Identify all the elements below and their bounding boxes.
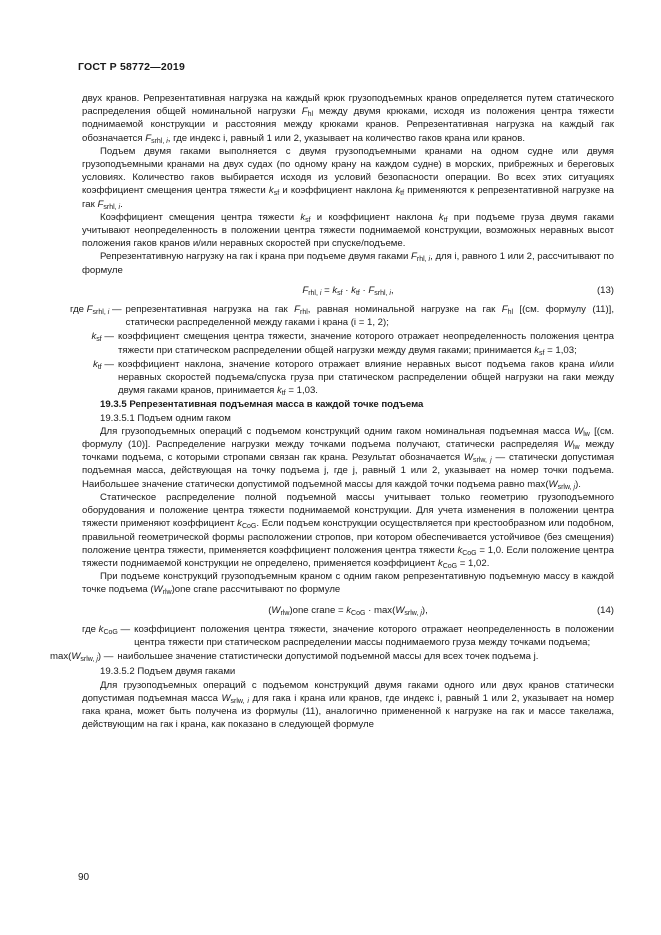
equation-number: (13) [596,284,614,296]
section-heading: 19.3.5 Репрезентативная подъемная масса в каждой точке подъема [100,399,424,411]
document-header: ГОСТ Р 58772—2019 [78,61,186,73]
where-definition: коэффициент наклона, значение которого отражает влияние неравных высот подъема гаков крана и/или неравных скоростей подъема/спуска груза при статическом распределении общей нагрузки на гаки между двумя гаками кранов, принимается $k_{tf} = 1,03$. [118,358,614,398]
paragraph: двух кранов. Репрезентативная нагрузка на каждый крюк грузоподъемных кранов определяется путем статического распределения общей номинальной нагрузки $F_{hl}$ между двумя крюками, исходя из положения центра тяжести поднимаемой конструкции и расстояния между крюками кранов. Репрезентативная нагрузка на каждый гак обозначается $F_{srhl, i}$, где индекс i, равный 1 или 2, указывает на количество гаков крана или кранов. [82,93,615,145]
paragraph: При подъеме конструкций грузоподъемным краном с одним гаком репрезентативную подъемную массу в каждой точке подъема $(W_{rlw})one$ crane рассчитывают по формуле [82,571,614,597]
paragraph: Подъем двумя гаками выполняется с двумя грузоподъемными кранами на одном судне или двумя грузоподъемными кранами на двух судах (по одному крану на каждом судне) в морских, прибрежных и береговых условиях. Количество гаков выбирается исходя из условий безопасности операции. Во всех этих ситуациях коэффициент смещения центра тяжести $k_{sf}$ и коэффициент наклона $k_{tf}$ применяются к репрезентативной нагрузке на гак $F_{srhl, i}$. [82,145,615,211]
page-number: 90 [78,872,90,883]
where-symbol: $k_{sf}$ — [91,331,114,344]
paragraph: Для грузоподъемных операций с подъемом конструкций одним гаком номинальная подъемная масса $W_{lw}$ [(см. формулу (10)]. Распределение нагрузки между точками подъема получают, статически распределяя $W_{lw}$ между точками подъема, с которыми стропами связан гак крана. Результат обозначается $W_{srlw, j}$ — статически допустимая подъемная масса, действующая на точку подъема j, где j, равный 1 или 2, указывает на номер точки подъема. Наибольшее значение статически допустимой подъемной массы для каждой точки подъема равно $\max(W_{srlw, j})$. [82,425,615,491]
where-definition: наибольшее значение статистически допустимой подъемной массы для всех точек подъема j. [117,651,539,663]
equation-number: (14) [596,604,614,616]
paragraph: Для грузоподъемных операций с подъемом конструкций двумя гаками одного или двух кранов статически допустимая подъемная масса $W_{srlw, i}$ для гака i крана или кранов, где индекс i, равный 1 или 2, указывает на номер гака крана, может быть получена из формулы (11), аналогично примененной к нагрузке на гак и массе такелажа, действующим на гак i крана, как показано в следующей формуле [82,679,614,731]
paragraph: Коэффициент смещения центра тяжести $k_{sf}$ и коэффициент наклона $k_{tf}$ при подъеме груза двумя гаками учитывают неопределенность в положении центра тяжести поднимаемой конструкции, возможных неравных высот положения гаков кранов и/или неравных скоростей при спуске/подъеме. [82,211,614,250]
where-list-14 [50,623,614,664]
where-list-13 [70,303,614,398]
equation-formula: $F_{rhl, i} = k_{sf} \cdot k_{tf} \cdot F_{srhl, i}$, [302,284,394,297]
where-definition: коэффициент положения центра тяжести, значение которого отражает неопределенность в положении центра тяжести при статическом распределении массы поднимаемого груза между точками подъема; [134,623,614,648]
paragraph: Статическое распределение полной подъемной массы учитывает только геометрию грузоподъемного оборудования и положение центра тяжести поднимаемой конструкции. Для учета изменения в положении центра тяжести применяют коэффициент $k_{CoG}$. Если подъем конструкции осуществляется при крестообразном или подобном, правильной геометрической формы расположении стропов, при котором обеспечивается устойчивое (без смещения) положение центра тяжести, применяется коэффициент положения центра тяжести $k_{CoG} = 1,0$. Если положение центра тяжести поднимаемой конструкции не определено, применяется коэффициент $k_{CoG} = 1,02$. [82,491,614,570]
document-body [50,92,615,731]
where-definition: репрезентативная нагрузка на гак $F_{rhl}$, равная номинальной нагрузке на гак $F_{hl}$ [(см. формулу (11)], статически распределенной между гаками i крана (i = 1, 2); [125,304,614,329]
where-symbol: где $k_{CoG}$ — [82,623,131,636]
equation-13 [82,284,614,297]
where-item [70,303,614,329]
where-symbol: $k_{tf}$ — [93,358,114,371]
where-definition: коэффициент смещения центра тяжести, значение которого отражает неопределенность положения центра тяжести при статическом распределении общей нагрузки между двумя гаками; принимается $k_{sf} = 1,03$; [118,331,614,357]
where-item [82,330,614,356]
equation-formula: $(W_{rlw})one$ crane = $k_{CoG} \cdot \max(W_{srlw, j})$, [268,604,428,617]
where-item [82,358,614,398]
where-item [50,650,614,663]
subsection-heading: 19.3.5.1 Подъем одним гаком [100,412,231,424]
equation-14 [82,604,614,617]
where-symbol: $\max(W_{srlw, j})$ — [50,651,114,664]
where-item [82,623,614,649]
subsection-heading: 19.3.5.2 Подъем двумя гаками [100,666,236,678]
where-symbol: где $F_{srhl, i}$ — [70,304,122,317]
paragraph: Репрезентативную нагрузку на гак i крана при подъеме двумя гаками $F_{rhl, i}$, для i, равного 1 или 2, рассчитывают по формуле [82,251,615,276]
